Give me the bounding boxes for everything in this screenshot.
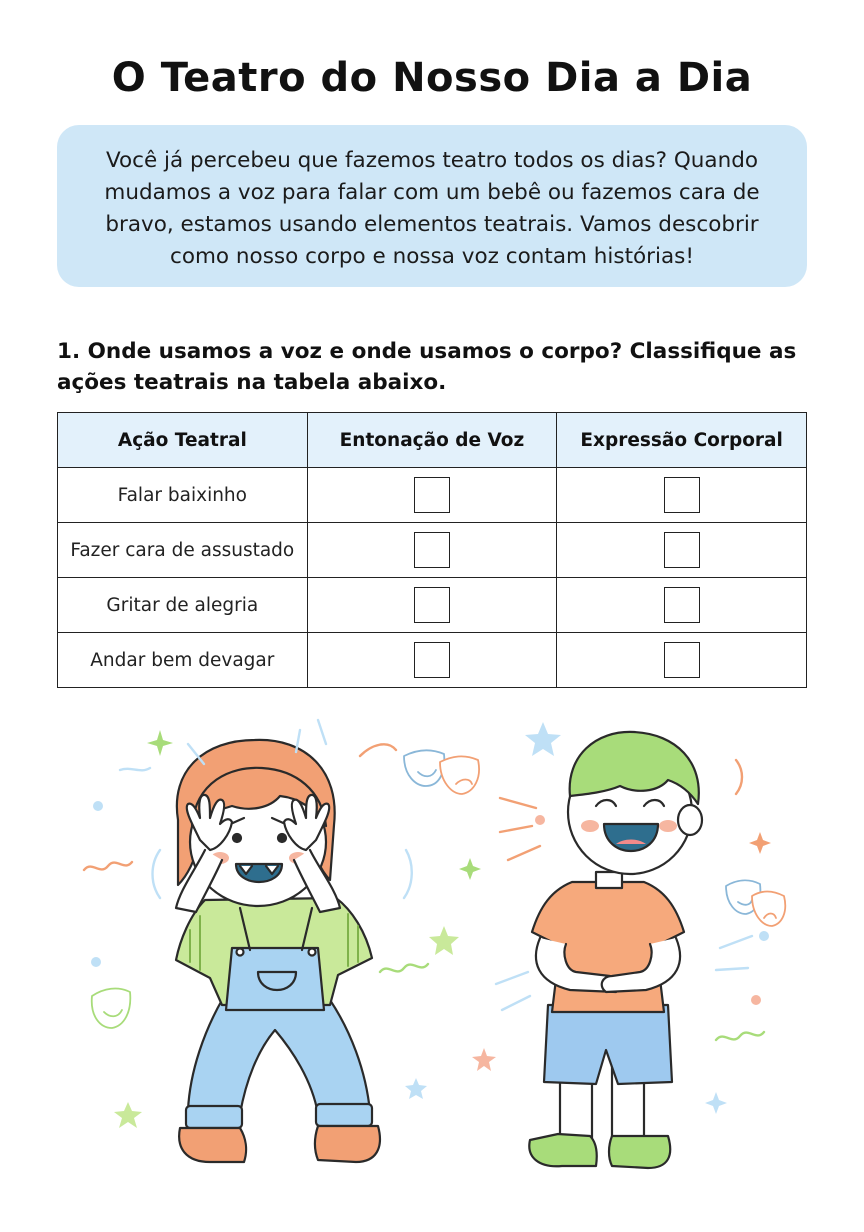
star-icon: [114, 1102, 142, 1128]
body-cell: [557, 468, 807, 523]
action-cell: Falar baixinho: [58, 468, 308, 523]
voice-checkbox[interactable]: [414, 532, 450, 568]
voice-cell: [307, 633, 557, 688]
header-voice: Entonação de Voz: [307, 413, 557, 468]
table-row: [58, 578, 807, 633]
page-title: O Teatro do Nosso Dia a Dia: [111, 55, 753, 101]
body-cell: [557, 578, 807, 633]
sparkle-icon: [749, 832, 771, 854]
header-body: Expressão Corporal: [557, 413, 807, 468]
header-action: Ação Teatral: [58, 413, 308, 468]
boy-laughing-icon: [529, 732, 702, 1168]
voice-cell: [307, 523, 557, 578]
body-cell: [557, 523, 807, 578]
voice-cell: [307, 468, 557, 523]
body-checkbox[interactable]: [664, 642, 700, 678]
sparkle-icon: [705, 1092, 727, 1114]
intro-text: Você já percebeu que fazemos teatro todos os dias? Quando mudamos a voz para falar com um bebê ou fazemos cara de bravo, estamos usando elementos teatrais. Vamos descobrir como nosso corpo e nossa voz contam histórias!: [104, 148, 760, 269]
star-icon: [429, 926, 459, 955]
table-row: [58, 468, 807, 523]
body-checkbox[interactable]: [664, 532, 700, 568]
intro-box: [57, 125, 807, 287]
body-cell: [557, 633, 807, 688]
body-checkbox[interactable]: [664, 477, 700, 513]
voice-cell: [307, 578, 557, 633]
star-icon: [405, 1078, 427, 1099]
sparkle-icon: [147, 730, 173, 756]
table-row: [58, 523, 807, 578]
sparkle-icon: [459, 858, 481, 880]
girl-scared-face-icon: [176, 740, 380, 1162]
action-cell: Fazer cara de assustado: [58, 523, 308, 578]
star-icon: [472, 1048, 496, 1071]
table-header-row: [58, 413, 807, 468]
voice-checkbox[interactable]: [414, 642, 450, 678]
table-row: [58, 633, 807, 688]
body-checkbox[interactable]: [664, 587, 700, 623]
classification-table: [57, 412, 807, 688]
question-1: 1. Onde usamos a voz e onde usamos o corpo? Classifique as ações teatrais na tabela abaixo.: [57, 339, 797, 395]
voice-checkbox[interactable]: [414, 587, 450, 623]
action-cell: Gritar de alegria: [58, 578, 308, 633]
voice-checkbox[interactable]: [414, 477, 450, 513]
star-icon: [525, 722, 561, 756]
action-cell: Andar bem devagar: [58, 633, 308, 688]
illustration: [0, 700, 864, 1220]
